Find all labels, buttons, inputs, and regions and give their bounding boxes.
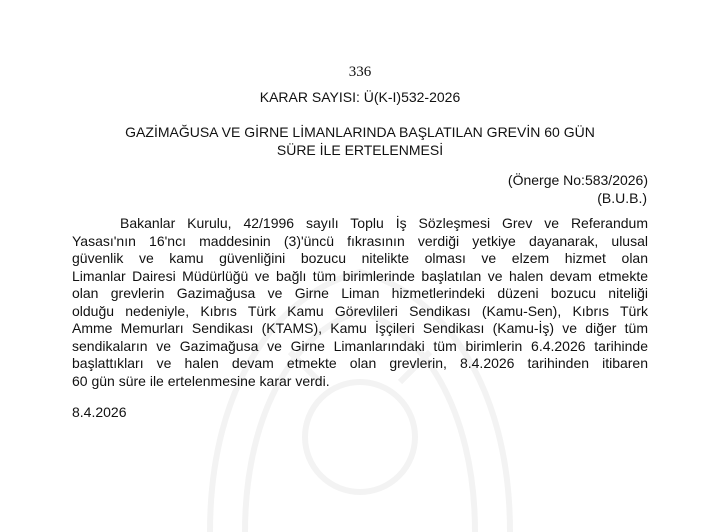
- title-line: SÜRE İLE ERTELENMESİ: [276, 142, 444, 158]
- body-line: olduğu nedeniyle, Kıbrıs Türk Kamu Görevlileri Sendikası (Kamu-Sen), Kıbrıs Türk: [72, 302, 648, 319]
- body-line: Limanlar Dairesi Müdürlüğü ve bağlı tüm birimlerinde başlatılan ve halen devam etmekte: [72, 267, 648, 284]
- body-line: başlattıkları ve halen devam etmekte olan grevlerin, 8.4.2026 tarihinden itibaren: [72, 355, 648, 371]
- reference-block: [508, 171, 648, 207]
- body-line: Amme Memurları Sendikası (KTAMS), Kamu İşçileri Sendikası (Kamu-İş) ve diğer tüm: [72, 320, 648, 336]
- body-line: Bakanlar Kurulu, 42/1996 sayılı Toplu İş Sözleşmesi Grev ve Referandum: [120, 215, 648, 231]
- body-line: 60 gün süre ile ertelenmesine karar verdi.: [72, 372, 330, 389]
- initials: (B.U.B.): [597, 190, 647, 206]
- page-number: 336: [348, 64, 372, 80]
- body-line: olan grevlerin Gazimağusa ve Girne Liman hizmetlerindeki düzeni bozucu niteliği: [72, 285, 648, 301]
- body-line: güvenlik ve kamu güvenliğini bozucu nitelikte olması ve elzem hizmet olan: [72, 250, 648, 266]
- decision-body: [72, 215, 648, 390]
- document-title: [0, 123, 720, 159]
- title-line: GAZİMAĞUSA VE GİRNE LİMANLARINDA BAŞLATILAN GREVİN 60 GÜN: [125, 124, 595, 140]
- decision-number: KARAR SAYISI: Ü(K-I)532-2026: [259, 89, 461, 105]
- body-line: sendikaların ve Gazimağusa ve Girne Limanlarındaki tüm birimlerin 6.4.2026 tarihinde: [72, 337, 648, 354]
- motion-reference: (Önerge No:583/2026): [507, 172, 648, 188]
- decision-date: 8.4.2026: [72, 404, 127, 420]
- body-line: Yasası'nın 16'ncı maddesinin (3)'üncü fıkrasının verdiği yetkiye dayanarak, ulusal: [72, 232, 648, 249]
